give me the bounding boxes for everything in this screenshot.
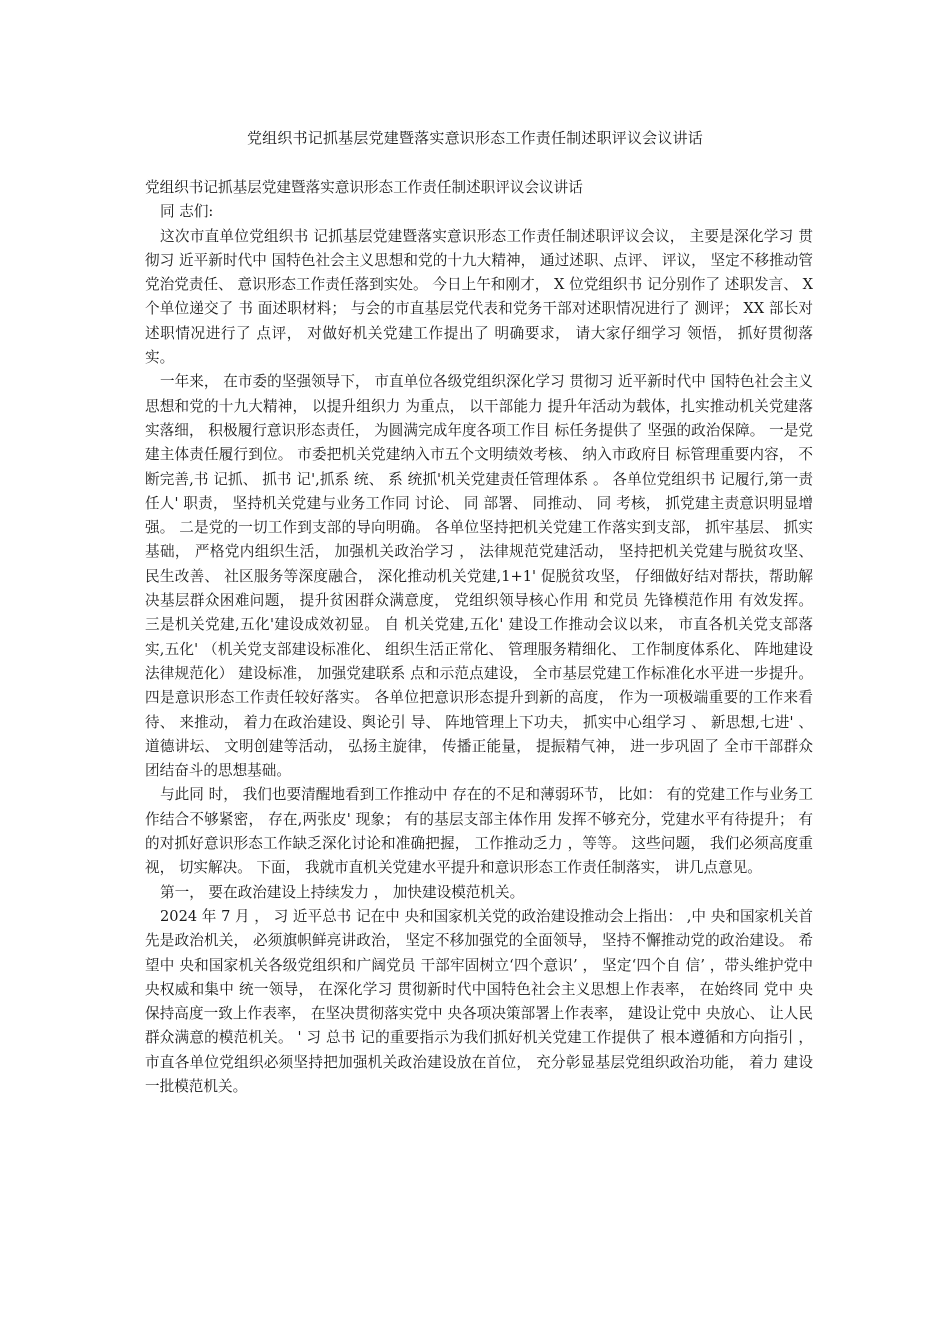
paragraph-shortcomings: 与此同 时， 我们也要清醒地看到工作推动中 存在的不足和薄弱环节， 比如： 有的党建工作与业务工作结合不够紧密， 存在,两张皮' 现象； 有的基层支部主体作用 发挥不够充分，党建水平有待提升； 有的对抓好意识形态工作缺乏深化讨论和准确把握， 工作推动乏力 ，等等。 这些问题， 我们必须高度重视， 切实解决。 下面， 我就市直机关党建水平提升和意识形态工作责任制落实， 讲几点意见。 (145, 786, 813, 877)
document-body (145, 176, 813, 1099)
section-heading-first: 第一， 要在政治建设上持续发力 ， 加快建设模范机关。 (160, 883, 525, 901)
paragraph-achievements: 一年来， 在市委的坚强领导下， 市直单位各级党组织深化学习 贯彻习 近平新时代中 国特色社会主义思想和党的十九大精神， 以提升组织力 为重点， 以干部能力 提升年活动为载体，扎实推动机关党建落实落细， 积极履行意识形态责任， 为圆满完成年度各项工作目 标任务提供了 坚强的政治保障。 一是党建主体责任履行到位。 市委把机关党建纳入市五个文明绩效考核、 纳入市政府目 标管理重要内容， 不断完善,书 记抓、 抓书 记',抓系 统、 系 统抓'机关党建责任管理体系 。 各单位党组织书 记履行,第一责任人' 职责， 坚持机关党建与业务工作同 讨论、 同 部署、 同推动、 同 考核， 抓党建主责意识明显增强。 二是党的一切工作到支部的导向明确。 各单位坚持把机关党建工作落实到支部， 抓牢基层、 抓实基础， 严格党内组织生活， 加强机关政治学习 ， 法律规范党建活动， 坚持把机关党建与脱贫攻坚、 民生改善、 社区服务等深度融合， 深化推动机关党建,1+1' 促脱贫攻坚， 仔细做好结对帮扶，帮助解决基层群众困难问题， 提升贫困群众满意度， 党组织领导核心作用 和党员 先锋模范作用 有效发挥。 三是机关党建,五化'建设成效初显。 自 机关党建,五化' 建设工作推动会议以来， 市直各机关党支部落实,五化' （机关党支部建设标准化、 组织生活正常化、 管理服务精细化、 工作制度体系化、 阵地建设法律规范化） 建设标准， 加强党建联系 点和示范点建设， 全市基层党建工作标准化水平进一步提升。 四是意识形态工作责任较好落实。 各单位把意识形态提升到新的高度， 作为一项极端重要的工作来看待、 来推动， 着力在政治建设、舆论引 导、 阵地管理上下功夫， 抓实中心组学习 、 新思想,七进' 、 道德讲坛、 文明创建等活动， 弘扬主旋律， 传播正能量， 提振精气神， 进一步巩固了 全市干部群众团结奋斗的思想基础。 (145, 373, 813, 780)
paragraph-opening: 这次市直单位党组织书 记抓基层党建暨落实意识形态工作责任制述职评议会议， 主要是深化学习 贯彻习 近平新时代中 国特色社会主义思想和党的十九大精神， 通过述职、点评、 评议， 坚定不移推动管党治党责任、 意识形态工作责任落到实处。 今日上午和刚才， X 位党组织书 记分别作了 述职发言、 X 个单位递交了 书 面述职材料； 与会的市直基层党代表和党务干部对述职情况进行了 测评； XX 部长对述职情况进行了 点评， 对做好机关党建工作提出了 明确要求， 请大家仔细学习 领悟， 抓好贯彻落实。 (145, 227, 813, 367)
document-subtitle: 党组织书记抓基层党建暨落实意识形态工作责任制述职评议会议讲话 (145, 179, 583, 196)
paragraph-political-building: 2024 年 7 月 ， 习 近平总书 记在中 央和国家机关党的政治建设推动会上指出： ,中 央和国家机关首先是政治机关， 必须旗帜鲜亮讲政治， 坚定不移加强党的全面领导， 坚持不懈推动党的政治建设。 希望中 央和国家机关各级党组织和广阔党员 干部牢固树立‘四个意识’ ， 坚定‘四个自 信’ ，带头维护党中 央权威和集中 统一领导， 在深化学习 贯彻新时代中国特色社会主义思想上作表率， 在始终同 党中 央保持高度一致上作表率， 在坚决贯彻落实党中 央各项决策部署上作表率， 建设让党中 央放心、 让人民群众满意的模范机关。 ' 习 总书 记的重要指示为我们抓好机关党建工作提供了 根本遵循和方向指引 ， 市直各单位党组织必须坚持把加强机关政治建设放在首位， 充分彰显基层党组织政治功能， 着力 建设一批模范机关。 (145, 907, 813, 1095)
salutation: 同 志们: (160, 203, 214, 221)
document-title: 党组织书记抓基层党建暨落实意识形态工作责任制述职评议会议讲话 (246, 129, 703, 147)
